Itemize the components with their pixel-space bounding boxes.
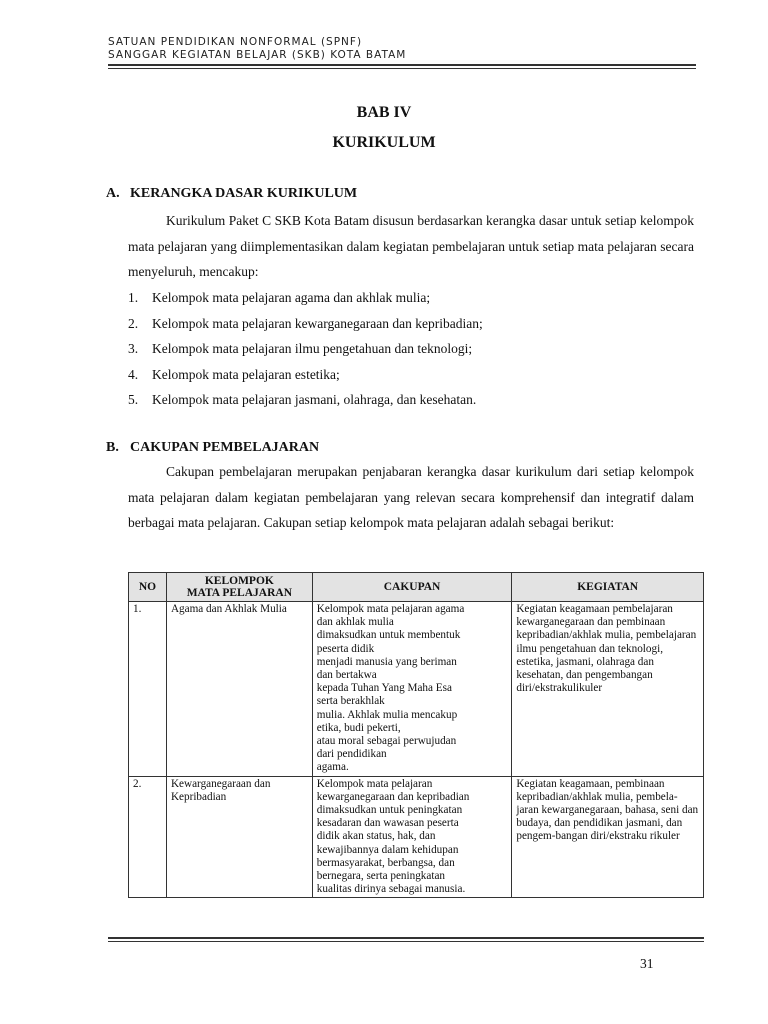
table-header-row <box>129 573 704 602</box>
header-kelompok: KELOMPOK MATA PELAJARAN <box>166 573 312 602</box>
header-kegiatan: KEGIATAN <box>512 573 704 602</box>
list-item: 4. Kelompok mata pelajaran estetika; <box>128 366 340 382</box>
cell-kelompok: Agama dan Akhlak Mulia <box>166 602 312 777</box>
section-a-heading <box>106 186 357 202</box>
section-a-paragraph-text: Kurikulum Paket C SKB Kota Batam disusun berdasarkan kerangka dasar untuk setiap kelompok mata pelajaran yang diimplementasikan dalam kegiatan pembelajaran untuk setiap mata pelajaran secara menyeluruh, mencakup: <box>128 213 694 279</box>
page-number: 31 <box>640 956 654 971</box>
section-b-letter: B. <box>106 440 119 455</box>
cell-no: 2. <box>129 776 167 898</box>
header-rule-thin <box>108 68 696 69</box>
table-row <box>129 776 704 898</box>
footer-rule <box>108 937 704 939</box>
section-b-heading <box>106 440 319 456</box>
cell-cakupan: Kelompok mata pelajaran agama dan akhlak mulia dimaksudkan untuk membentuk peserta didik menjadi manusia yang beriman dan bertakwa kepada Tuhan Yang Maha Esa serta berakhlak mulia. Akhlak mulia mencakup etika, budi pekerti, atau moral sebagai perwujudan dari pendidikan agama. <box>312 602 512 777</box>
chapter-number: BAB IV <box>356 104 412 121</box>
header-line-1: SATUAN PENDIDIKAN NONFORMAL (SPNF) <box>108 36 363 48</box>
table-row <box>129 602 704 777</box>
header-no: NO <box>129 573 167 602</box>
cell-kegiatan: Kegiatan keagamaan, pembinaan kepribadian/akhlak mulia, pembela-jaran kewarganegaraan, bahasa, seni dan budaya, dan pendidikan jasmani, dan pengem-bangan diri/ekstraku rikuler <box>512 776 704 898</box>
list-item: 3. Kelompok mata pelajaran ilmu pengetahuan dan teknologi; <box>128 341 473 356</box>
running-header <box>108 36 406 62</box>
chapter-title: KURIKULUM <box>332 134 436 151</box>
section-b-paragraph-text: Cakupan pembelajaran merupakan penjabaran kerangka dasar kurikulum dari setiap kelompok mata pelajaran dalam kegiatan pembelajaran yang relevan secara komprehensif dan integratif dalam berbagai mata pelajaran. Cakupan setiap kelompok mata pelajaran adalah sebagai berikut: <box>128 464 694 530</box>
cell-no: 1. <box>129 602 167 777</box>
cell-cakupan: Kelompok mata pelajaran kewarganegaraan dan kepribadian dimaksudkan untuk peningkatan kesadaran dan wawasan peserta didik akan status, hak, dan kewajibannya dalam kehidupan bermasyarakat, berbangsa, dan bernegara, serta peningkatan kualitas dirinya sebagai manusia. <box>312 776 512 898</box>
cell-kegiatan: Kegiatan keagamaan pembelajaran kewarganegaraan dan pembinaan kepribadian/akhlak mulia, pembelajaran ilmu pengetahuan dan teknologi, estetika, jasmani, olahraga dan kesehatan, dan pengembangan diri/ekstrakulikuler <box>512 602 704 777</box>
section-b-paragraph <box>128 459 694 536</box>
curriculum-table <box>128 572 704 898</box>
header-cakupan: CAKUPAN <box>312 573 512 602</box>
section-a-letter: A. <box>106 186 120 201</box>
section-b-title: CAKUPAN PEMBELAJARAN <box>130 440 320 455</box>
list-item: 1. Kelompok mata pelajaran agama dan akhlak mulia; <box>128 290 431 305</box>
footer-rule-thin <box>108 941 704 942</box>
section-a-paragraph <box>128 208 694 285</box>
section-a-title: KERANGKA DASAR KURIKULUM <box>130 186 358 201</box>
header-line-2: SANGGAR KEGIATAN BELAJAR (SKB) KOTA BATAM <box>108 49 407 61</box>
header-rule <box>108 64 696 66</box>
list-item: 5. Kelompok mata pelajaran jasmani, olahraga, dan kesehatan. <box>128 392 477 407</box>
list-item: 2. Kelompok mata pelajaran kewarganegaraan dan kepribadian; <box>128 315 483 331</box>
section-a-list <box>128 285 694 413</box>
cell-kelompok: Kewarganegaraan dan Kepribadian <box>166 776 312 898</box>
